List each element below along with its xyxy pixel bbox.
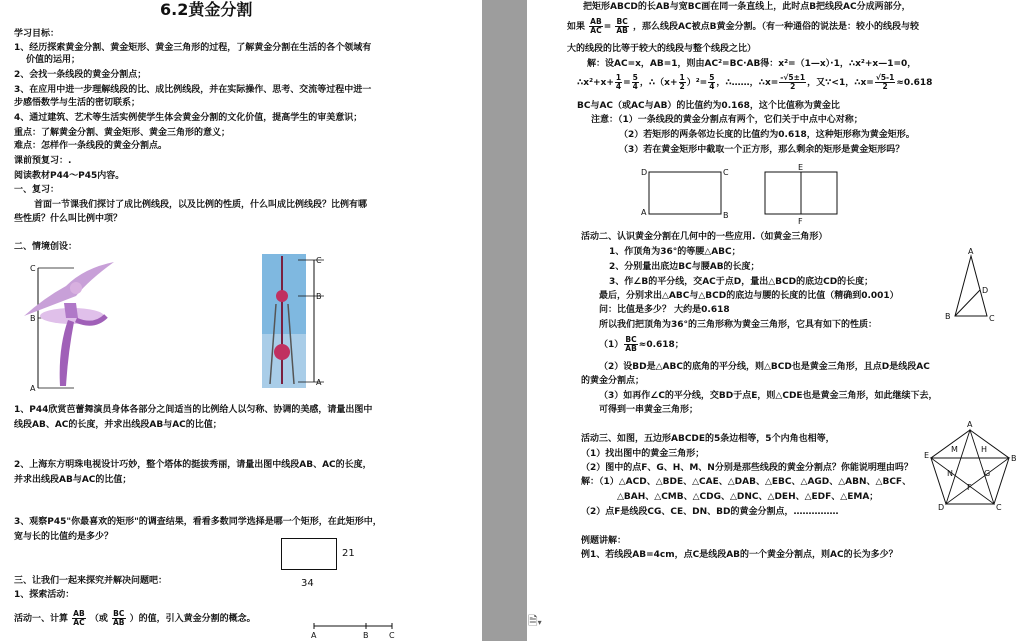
activity-1 [14, 608, 256, 630]
denominator: 4 [615, 82, 622, 91]
svg-text:B: B [316, 292, 322, 301]
activity-2-step: 3、作∠B的平分线，交AC于点D，量出△BCD的底边CD的长度； [609, 277, 874, 287]
objective-line: 步感悟数学与生活的密切联系； [14, 98, 141, 108]
document-page-left [0, 0, 482, 641]
text: ，∴（x+ [639, 78, 678, 88]
objective-line: 3、在应用中进一步理解线段的比、成比例线段，并在实际操作、思考、交流等过程中进一 [14, 85, 372, 95]
example-heading: 例题讲解： [581, 536, 627, 546]
objective-line: 4、通过建筑、艺术等生活实例使学生体会黄金分割的文化价值，提高学生的审美意识； [14, 113, 363, 123]
activity-2-heading: 活动二、认识黄金分割在几何中的一些应用.（如黄金三角形） [581, 232, 828, 242]
activity-1-mid: （或 [89, 614, 108, 624]
svg-text:A: A [316, 378, 322, 387]
denominator: 4 [632, 82, 638, 91]
svg-text:A: A [30, 384, 36, 393]
review-heading: 一、复习： [14, 185, 60, 195]
tv-tower-figure [262, 254, 332, 388]
note-2: （2）若矩形的两条邻边长度的比值约为0.618，这种矩形称为黄金矩形。 [619, 130, 915, 140]
activity-2-step: 问：比值是多少？ 大约是0.618 [599, 305, 730, 315]
definition-line: 大的线段的比等于较大的线段与整个线段之比） [567, 44, 757, 54]
document-page-right [527, 0, 1024, 641]
rect-height-label: 21 [342, 548, 355, 559]
text: ，∴……，∴x= [716, 78, 779, 88]
property-3: 可得到一串黄金三角形； [599, 405, 699, 415]
svg-text:B: B [723, 211, 729, 220]
svg-text:C: C [723, 168, 729, 177]
pentagon-figure [925, 418, 1023, 510]
svg-text:A: A [968, 247, 974, 256]
preview-heading: 课前预复习：. [14, 156, 72, 166]
fraction [632, 74, 639, 91]
svg-text:A: A [641, 208, 647, 217]
denominator: AC [73, 618, 85, 627]
svg-text:E: E [924, 451, 930, 460]
numerator: AB [590, 17, 602, 26]
objectives-heading: 学习目标： [14, 29, 60, 39]
explore-heading: 三、让我们一起来探究并解决问题吧： [14, 576, 168, 586]
denominator: 2 [790, 82, 796, 91]
page-gutter [482, 0, 527, 641]
denominator: 4 [709, 82, 715, 91]
text: 如果 [567, 22, 586, 32]
property-2: （2）设BD是△ABC的底角的平分线，则△BCD也是黄金三角形，且点D是线段AC [599, 362, 930, 372]
activity-1-suffix: ）的值，引入黄金分割的概念。 [129, 614, 256, 624]
fraction-bc-ab [624, 336, 638, 353]
page-title: 6.2黄金分割 [160, 0, 253, 19]
text: ，又∵<1，∴x= [807, 78, 874, 88]
golden-triangle-figure [941, 246, 1011, 326]
svg-text:A: A [311, 631, 317, 640]
activity-3-answer: △BAH、△CMB、△CDG、△DNC、△DEH、△EDF、△EMA； [617, 492, 879, 502]
fraction-ab-ac [72, 610, 86, 627]
activity-2-step: 2、分别量出底边BC与腰AB的长度； [609, 262, 760, 272]
question-3: 宽与长的比值约是多少？ [14, 532, 114, 542]
text: ）²= [686, 78, 708, 88]
numerator: 5 [709, 73, 715, 82]
question-1: 1、P44欣赏芭蕾舞演员身体各部分之间适当的比例给人以匀称、协调的美感，请量出图中 [14, 405, 373, 415]
definition-line: 如果 $\frac{AB}{AC}$ = $\frac{BC}{AB}$ ，那么线段AC被点B黄金分割。（有一种通俗的说法是：较小的线段与较 [567, 17, 919, 35]
activity-3-question: （1）找出图中的黄金三角形； [581, 449, 705, 459]
svg-text:D: D [641, 168, 648, 177]
fraction-bc-ab [615, 18, 629, 35]
property-3: （3）如再作∠C的平分线，交BD于点E，则△CDE也是黄金三角形，如此继续下去， [599, 391, 938, 401]
property-2: 的黄金分割点； [581, 376, 645, 386]
preview-text: 阅读教材P44～P45内容。 [14, 171, 125, 181]
activity-3-question: （2）图中的点F、G、H、M、N分别是那些线段的黄金分割点？你能说明理由吗？ [581, 463, 913, 473]
ballerina-figure [14, 258, 144, 394]
activity-3-heading: 活动三、如图，五边形ABCDE的5条边相等，5个内角也相等， [581, 434, 835, 444]
numerator: 1 [679, 73, 685, 82]
numerator: 5 [632, 73, 638, 82]
review-text: 首面一节课我们探讨了成比例线段，以及比例的性质，什么叫成比例线段？比例有哪 [34, 200, 368, 210]
svg-text:B: B [945, 312, 951, 321]
note-3: （3）若在黄金矩形中截取一个正方形，那么剩余的矩形是黄金矩形吗？ [619, 145, 905, 155]
text: = [623, 78, 631, 88]
solution-equation: 解：设AC=x，AB=1，则由AC²=BC·AB得：x²=（1—x）·1，∴x²+x—1=0， [587, 59, 917, 69]
fraction [615, 74, 622, 91]
numerator: BC [625, 335, 637, 344]
fraction [679, 74, 686, 91]
svg-text:H: H [981, 445, 988, 454]
numerator: -√5±1 [780, 73, 806, 82]
svg-text:E: E [798, 163, 804, 172]
objective-line: 价值的运用； [26, 55, 81, 65]
fraction-ab-ac [589, 18, 603, 35]
text: ，那么线段AC被点B黄金分割。（有一种通俗的说法是：较小的线段与较 [633, 22, 919, 32]
segment-abc-figure [310, 620, 410, 640]
key-point: 重点：了解黄金分割、黄金矩形、黄金三角形的意义； [14, 128, 231, 138]
denominator: 2 [679, 82, 685, 91]
activity-3-answer: （2）点F是线段CG、CE、DN、BD的黄金分割点，…………… [581, 507, 839, 517]
question-2: 并求出线段AB与AC的比值； [14, 475, 132, 485]
property-1 [599, 334, 684, 356]
denominator: AB [625, 344, 637, 353]
numerator: AB [73, 609, 85, 618]
solution-equation [577, 72, 932, 94]
text: ≈0.618 [896, 78, 933, 88]
activity-1-prefix: 活动一、计算 [14, 614, 69, 624]
svg-text:F: F [798, 217, 803, 226]
numerator: BC [113, 609, 125, 618]
svg-text:D: D [938, 503, 945, 512]
numerator: √5-1 [875, 73, 895, 82]
svg-text:F: F [967, 483, 972, 492]
golden-rectangle-figures [639, 164, 849, 230]
scenario-heading: 二、情境创设： [14, 242, 78, 252]
activity-2-step: 1、作顶角为36°的等腰△ABC； [609, 247, 741, 257]
example-1: 例1、若线段AB=4cm，点C是线段AB的一个黄金分割点，则AC的长为多少？ [581, 550, 898, 560]
rect-width-label: 34 [301, 578, 314, 589]
objective-line: 2、会找一条线段的黄金分割点； [14, 70, 147, 80]
activity-3-answer: 解：（1）△ACD、△BDE、△CAE、△DAB、△EBC、△AGD、△ABN、△BCF、 [581, 477, 912, 487]
question-3: 3、观察P45"你最喜欢的矩形"的调查结果，看看多数同学选择是哪一个矩形，在此矩形中， [14, 517, 382, 527]
activity-2-step: 最后，分别求出△ABC与△BCD的底边与腰的长度的比值（精确到0.001） [599, 291, 899, 301]
note-1: 注意：（1）一条线段的黄金分割点有两个，它们关于中点中心对称； [591, 115, 863, 125]
svg-text:G: G [984, 469, 991, 478]
fraction [708, 74, 715, 91]
objective-line: 1、经历探索黄金分割、黄金矩形、黄金三角形的过程，了解黄金分割在生活的各个领域有 [14, 43, 372, 53]
explore-subheading: 1、探索活动： [14, 590, 75, 600]
svg-text:B: B [363, 631, 369, 640]
fraction [779, 74, 806, 91]
golden-rectangle [281, 538, 337, 570]
denominator: AB [616, 26, 628, 35]
svg-text:C: C [996, 503, 1002, 512]
svg-text:D: D [982, 286, 989, 295]
numerator: 1 [615, 73, 622, 82]
definition-line: 把矩形ABCD的长AB与宽BC画在同一条直线上，此时点B把线段AC分成两部分， [583, 2, 911, 12]
svg-text:C: C [389, 631, 395, 640]
difficulty: 难点：怎样作一条线段的黄金分割点。 [14, 141, 168, 151]
activity-2-step: 所以我们把顶角为36°的三角形称为黄金三角形，它具有如下的性质： [599, 320, 878, 330]
numerator: BC [616, 17, 628, 26]
denominator: 2 [882, 82, 888, 91]
svg-text:C: C [30, 264, 36, 273]
svg-text:A: A [967, 420, 973, 429]
svg-text:C: C [989, 314, 995, 323]
svg-text:N: N [947, 469, 953, 478]
text: ≈0.618； [638, 340, 684, 350]
svg-text:M: M [951, 445, 958, 454]
text: ∴x²+x+ [577, 78, 614, 88]
text: （1） [599, 340, 624, 350]
svg-text:C: C [316, 256, 322, 265]
review-text: 些性质？什么叫比例中项？ [14, 214, 123, 224]
golden-ratio-line: BC与AC（或AC与AB）的比值约为0.168，这个比值称为黄金比 [577, 101, 840, 111]
fraction [875, 74, 896, 91]
denominator: AC [590, 26, 602, 35]
question-1: 线段AB、AC的长度，并求出线段AB与AC的比值； [14, 420, 222, 430]
denominator: AB [112, 618, 125, 627]
document-icon[interactable]: 🗎▾ [528, 614, 542, 628]
question-2: 2、上海东方明珠电视设计巧妙，整个塔体的挺拔秀丽，请量出图中线段AB、AC的长度， [14, 460, 372, 470]
svg-text:B: B [30, 314, 36, 323]
fraction-bc-ab [112, 610, 126, 627]
svg-text:B: B [1011, 454, 1017, 463]
